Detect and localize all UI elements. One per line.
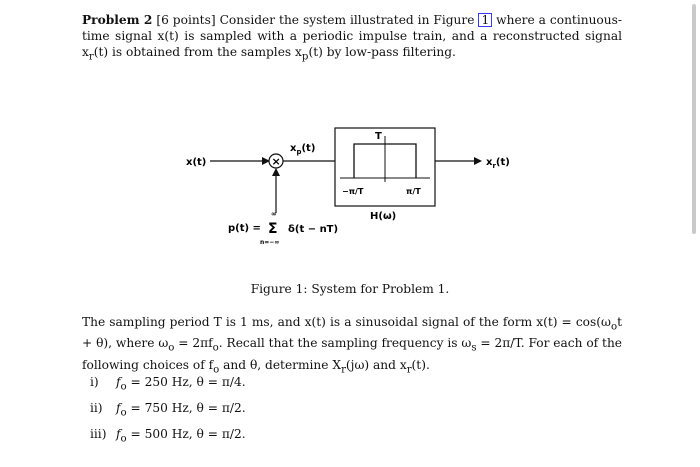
sampled-sub: p — [296, 148, 302, 156]
figure-caption: Figure 1: System for Problem 1. — [250, 282, 450, 296]
input-label: x(t) — [186, 157, 207, 168]
impulse-term: δ(t − nT) — [288, 224, 339, 235]
output-label — [486, 157, 510, 170]
body-sub-2: o — [168, 342, 175, 354]
output-sub: r — [492, 162, 496, 170]
choice-text: = 750 Hz, θ = π/2. — [126, 401, 246, 415]
body-text-2: t + θ), where ω — [82, 315, 622, 351]
sampled-signal-label — [290, 143, 315, 156]
sum-symbol: Σ — [268, 221, 278, 237]
body-text-1: The sampling period T is 1 ms, and x(t) is a sinusoidal signal of the form x(t) = cos(ω — [82, 315, 611, 329]
filter-gain-label: T — [375, 131, 382, 142]
choice-sub: o — [120, 433, 127, 445]
body-sub-5: o — [213, 364, 220, 376]
choice-var: f — [116, 375, 121, 389]
filter-left-tick: −π/T — [342, 187, 364, 196]
intro-text-3: (t) is obtained from the samples x — [93, 45, 302, 59]
choice-label: iii) — [90, 427, 107, 441]
problem-body — [82, 314, 622, 378]
choice-text: = 500 Hz, θ = π/2. — [126, 427, 246, 441]
body-sub-3: o — [212, 342, 219, 354]
impulse-label: p(t) = — [228, 223, 261, 234]
filter-name: H(ω) — [370, 211, 397, 222]
filter-right-tick: π/T — [406, 187, 421, 196]
body-sub-4: s — [471, 342, 477, 354]
output-x: x — [486, 157, 493, 168]
choice-var: f — [116, 427, 121, 441]
choice-item-2 — [90, 401, 246, 418]
body-sub-1: o — [610, 321, 618, 333]
vertical-scrollbar[interactable] — [692, 4, 696, 234]
sampled-tail: (t) — [301, 143, 316, 154]
choice-text: = 250 Hz, θ = π/4. — [126, 375, 246, 389]
intro-text-2: where a continuous-time signal x(t) is sampled with a periodic impulse train, and a reconstructed signal x — [82, 13, 622, 59]
choice-item-3 — [90, 427, 246, 444]
choice-label: i) — [90, 375, 99, 389]
choice-label: ii) — [90, 401, 103, 415]
body-sub-6: r — [341, 364, 346, 376]
intro-sub-r: r — [88, 51, 94, 63]
sum-upper: ∞ — [271, 210, 277, 218]
output-tail: (t) — [495, 157, 510, 168]
body-text-3: = 2πf — [174, 336, 213, 351]
body-text-5: = 2π/T. For each of the following choices of f — [82, 336, 623, 372]
figure-reference-link[interactable]: 1 — [478, 13, 492, 27]
body-text-8: (t). — [411, 357, 430, 372]
choice-item-1 — [90, 375, 246, 392]
intro-text-4: (t) by low-pass filtering. — [308, 45, 456, 59]
multiplier-symbol: × — [271, 155, 281, 168]
body-text-6: and θ, determine X — [219, 357, 342, 372]
sampling-system-diagram — [180, 118, 520, 248]
output-arrow — [474, 157, 482, 165]
problem-title: Problem 2 — [82, 13, 153, 27]
sum-lower: n=−∞ — [260, 239, 280, 246]
body-text-4: . Recall that the sampling frequency is ω — [218, 336, 472, 351]
sampled-x: x — [290, 143, 297, 154]
intro-sub-p: p — [301, 51, 309, 63]
choice-var: f — [116, 401, 121, 415]
choice-sub: o — [120, 381, 127, 393]
intro-text-1: [6 points] Consider the system illustrated in Figure — [152, 13, 479, 27]
problem-statement — [82, 12, 622, 65]
choice-sub: o — [120, 407, 127, 419]
impulse-arrow — [272, 168, 280, 176]
body-text-7: (jω) and x — [345, 357, 407, 372]
body-sub-7: r — [406, 364, 412, 376]
